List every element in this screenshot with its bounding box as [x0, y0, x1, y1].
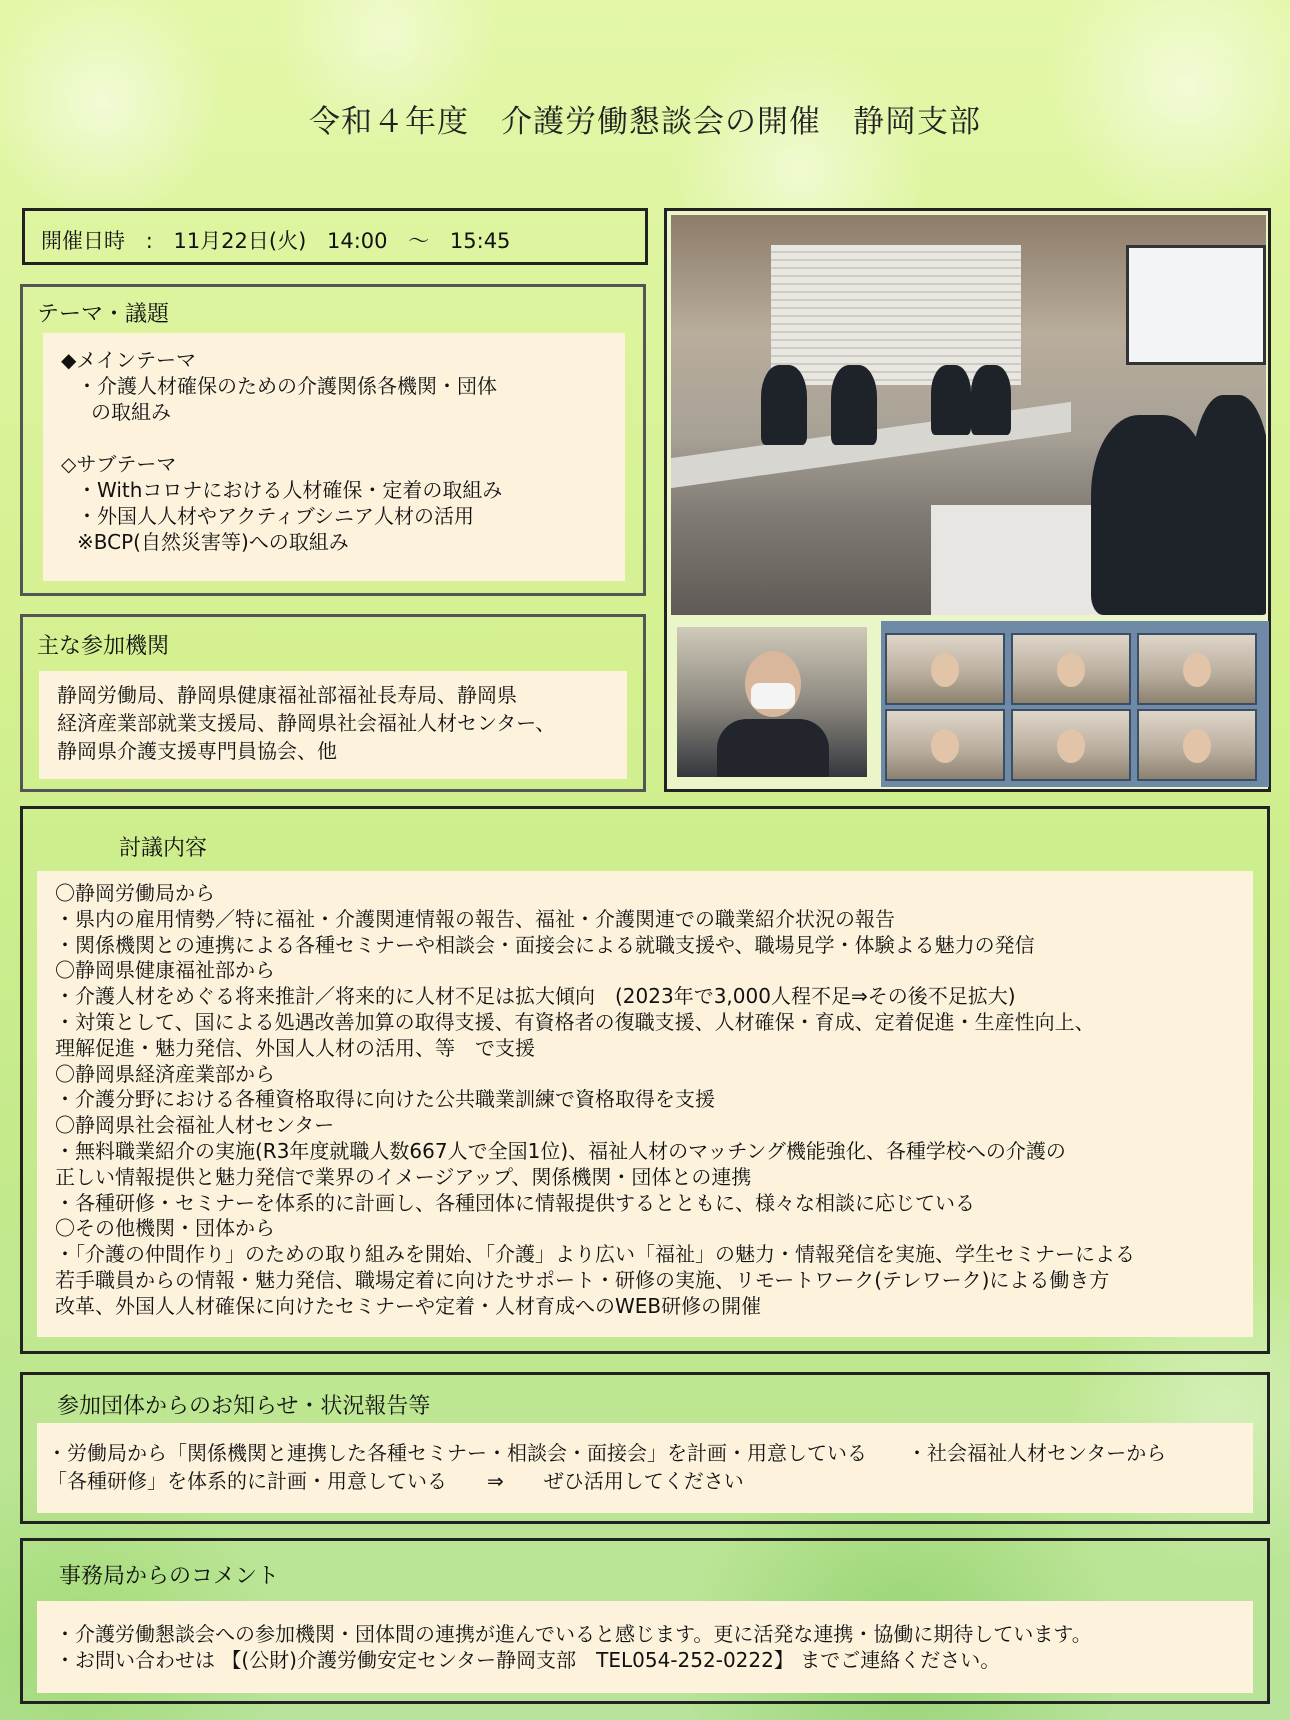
speaker-photo — [677, 627, 867, 777]
discussion-line: ・介護人材をめぐる将来推計／将来的に人材不足は拡大傾向 (2023年で3,000人程不足⇒その後不足拡大) — [55, 984, 1016, 1009]
date-box — [22, 208, 648, 265]
participant-face — [931, 729, 959, 763]
video-tile — [1011, 633, 1131, 705]
start-time: 14:00 — [326, 229, 388, 253]
sub-theme-label: ◇サブテーマ — [61, 452, 177, 476]
video-tile — [885, 709, 1005, 781]
participant-face — [1183, 653, 1211, 687]
time-tilde: 〜 — [408, 229, 430, 253]
theme-content — [43, 333, 625, 581]
comment-heading: 事務局からのコメント — [59, 1564, 280, 1589]
photo-collage — [664, 208, 1271, 792]
window-blinds — [771, 245, 1021, 385]
discussion-line: 正しい情報提供と魅力発信で業界のイメージアップ、関係機関・団体との連携 — [55, 1164, 752, 1189]
theme-heading: テーマ・議題 — [37, 302, 170, 327]
discussion-line: 〇静岡県健康福祉部から — [55, 958, 275, 983]
attendee — [931, 365, 971, 435]
discussion-line: 〇静岡労働局から — [55, 881, 215, 905]
main-theme-line: の取組み — [91, 400, 171, 424]
comment-box — [20, 1538, 1270, 1704]
notice-heading: 参加団体からのお知らせ・状況報告等 — [57, 1394, 431, 1419]
video-tile — [1137, 633, 1257, 705]
video-tile — [885, 633, 1005, 705]
page-title: 令和４年度 介護労働懇談会の開催 静岡支部 — [309, 104, 981, 140]
discussion-line: 〇静岡県経済産業部から — [55, 1061, 275, 1086]
date-label: 開催日時 — [41, 229, 125, 253]
speaker-mask — [751, 683, 795, 709]
participant-face — [931, 653, 959, 687]
organizations-content — [39, 671, 627, 779]
comment-line: ・介護労働懇談会への参加機関・団体間の連携が進んでいると感じます。更に活発な連携・協働に期待しています。 — [55, 1622, 1092, 1646]
sub-theme-line: ・外国人人材やアクティブシニア人材の活用 — [77, 504, 474, 528]
notice-box — [20, 1372, 1270, 1524]
notice-line: ・労働局から「関係機関と連携した各種セミナー・相談会・面接会」を計画・用意している ・社会福祉人材センターから — [47, 1441, 1167, 1465]
discussion-box — [20, 806, 1270, 1354]
discussion-line: ・無料職業紹介の実施(R3年度就職人数667人で全国1位)、福祉人材のマッチング機能強化、各種学校への介護の — [55, 1138, 1066, 1163]
sub-theme-line: ※BCP(自然災害等)への取組み — [77, 530, 349, 554]
participant-face — [1057, 653, 1085, 687]
notice-content — [37, 1423, 1253, 1513]
discussion-line: 〇その他機関・団体から — [55, 1216, 275, 1241]
organizations-heading: 主な参加機関 — [37, 634, 170, 659]
organization-line: 経済産業部就業支援局、静岡県社会福祉人材センター、 — [57, 711, 556, 735]
notice-line: 「各種研修」を体系的に計画・用意している ⇒ ぜひ活用してください — [47, 1469, 744, 1493]
meeting-room-photo — [671, 215, 1266, 615]
comment-content — [37, 1601, 1253, 1693]
sub-theme-line: ・Withコロナにおける人材確保・定着の取組み — [77, 478, 503, 502]
date-colon: : — [145, 229, 153, 253]
end-time: 15:45 — [449, 229, 511, 253]
attendee — [971, 365, 1011, 435]
discussion-line: ・各種研修・セミナーを体系的に計画し、各種団体に情報提供するとともに、様々な相談に応じている — [55, 1190, 975, 1215]
video-tile — [1011, 709, 1131, 781]
organization-line: 静岡県介護支援専門員協会、他 — [57, 739, 337, 763]
main-theme-label: ◆メインテーマ — [61, 348, 196, 372]
main-theme-line: ・介護人材確保のための介護関係各機関・団体 — [77, 374, 497, 398]
discussion-line: 理解促進・魅力発信、外国人人材の活用、等 で支援 — [55, 1035, 535, 1060]
participant-face — [1183, 729, 1211, 763]
organization-line: 静岡労働局、静岡県健康福祉部福祉長寿局、静岡県 — [57, 683, 517, 707]
discussion-line: ・介護分野における各種資格取得に向けた公共職業訓練で資格取得を支援 — [55, 1087, 715, 1112]
projector-screen — [1126, 245, 1266, 365]
discussion-line: 若手職員からの情報・魅力発信、職場定着に向けたサポート・研修の実施、リモートワーク(テレワーク)による働き方 — [55, 1267, 1110, 1292]
organizations-box — [20, 614, 646, 792]
discussion-line: ・関係機関との連携による各種セミナーや相談会・面接会による就職支援や、職場見学・体験よる魅力の発信 — [55, 932, 1035, 957]
attendee — [761, 365, 807, 445]
attendee — [1191, 395, 1266, 615]
attendee — [831, 365, 877, 445]
date-value: 11月22日(火) — [173, 229, 307, 253]
spacer — [61, 425, 625, 451]
discussion-content — [37, 871, 1253, 1337]
speaker-suit — [717, 719, 829, 777]
date-line — [41, 225, 524, 255]
comment-line: ・お問い合わせは 【(公財)介護労働安定センター静岡支部 TEL054-252-0222】 までご連絡ください。 — [55, 1648, 1001, 1672]
discussion-line: 改革、外国人人材確保に向けたセミナーや定着・人材育成へのWEB研修の開催 — [55, 1293, 762, 1318]
discussion-line: ・「介護の仲間作り」のための取り組みを開始、「介護」より広い「福祉」の魅力・情報発信を実施、学生セミナーによる — [55, 1242, 1135, 1267]
discussion-line: ・県内の雇用情勢／特に福祉・介護関連情報の報告、福祉・介護関連での職業紹介状況の報告 — [55, 906, 895, 931]
discussion-line: 〇静岡県社会福祉人材センター — [55, 1113, 335, 1138]
theme-box — [20, 284, 646, 596]
online-meeting-photo — [881, 621, 1269, 787]
participant-face — [1057, 729, 1085, 763]
video-tile — [1137, 709, 1257, 781]
discussion-heading: 討議内容 — [119, 836, 208, 861]
discussion-line: ・対策として、国による処遇改善加算の取得支援、有資格者の復職支援、人材確保・育成、定着促進・生産性向上、 — [55, 1009, 1095, 1034]
